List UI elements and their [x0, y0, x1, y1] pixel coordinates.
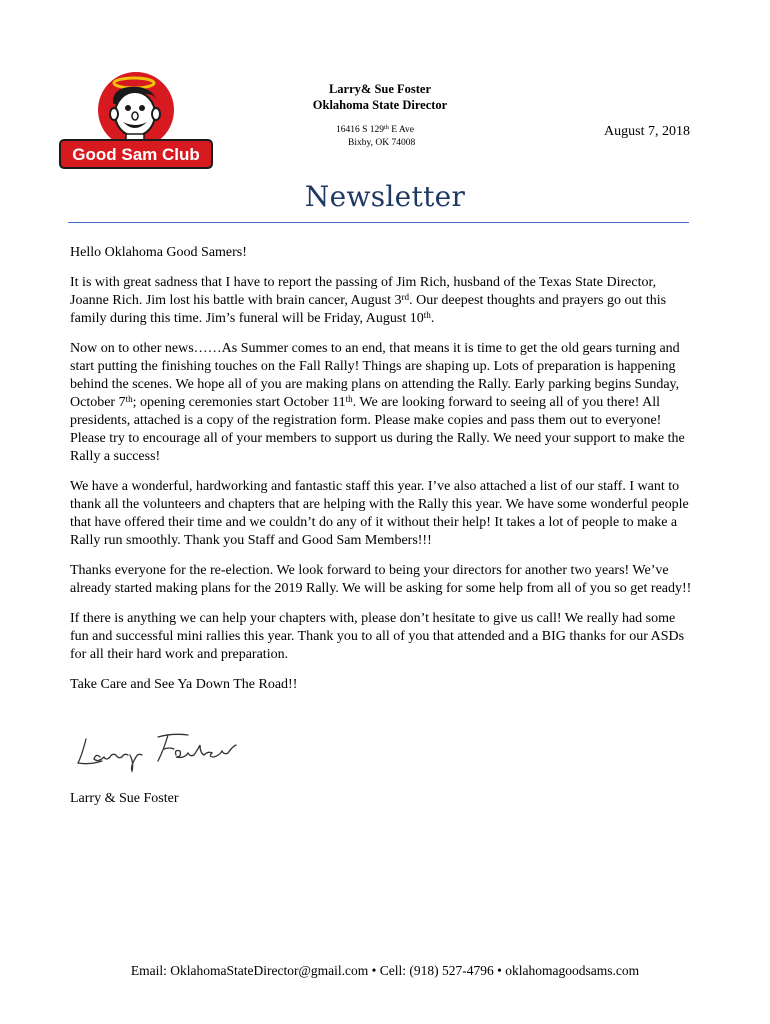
- address-city: Bixby, OK 74008: [348, 138, 416, 148]
- paragraph-rally-news: Now on to other news……As Summer comes to an end, that means it is time to get the old gears turning and start putting the finishing touches on the Fall Rally! Things are shaping up. Lots of preparation is happening behind the scenes. We hope all of you are making plans on attending the Rally. Early parking begins Sunday, October 7th; opening ceremonies start October 11th. We are looking forward to seeing all of you there! All presidents, attached is a copy of the registration form. Please make copies and pass them out to everyone! Please try to encourage all of your members to support us during the Rally. We need your support to make the Rally a success!: [70, 341, 685, 464]
- paragraph-staff: We have a wonderful, hardworking and fantastic staff this year. I’ve also attached a list of our staff. I want to thank all the volunteers and chapters that are helping with the Rally this year. We have some wonderful people that have offered their time and we couldn’t do any of it without their help! It takes a lot of people to make a Rally run smoothly. Thank you Staff and Good Sam Members!!!: [70, 479, 689, 548]
- signer-name: Larry & Sue Foster: [70, 791, 179, 806]
- letter-body: [70, 244, 692, 706]
- address-street: 16416 S 129th E Ave: [336, 125, 414, 135]
- paragraph-chapters: If there is anything we can help your chapters with, please don’t hesitate to give us call! We really had some fun and successful mini rallies this year. Thank you to all of you that attended and a BIG thanks for our ASDs for all their hard work and preparation.: [70, 611, 685, 662]
- director-title: Oklahoma State Director: [312, 98, 448, 112]
- closing-line: Take Care and See Ya Down The Road!!: [70, 677, 298, 692]
- heading-divider: [68, 222, 689, 223]
- greeting: Hello Oklahoma Good Samers!: [70, 245, 247, 260]
- paragraph-re-election: Thanks everyone for the re-election. We look forward to being your directors for another two years! We’ve already started making plans for the 2019 Rally. We will be asking for some help from all of you so get ready!!: [70, 563, 692, 596]
- footer-contact: Email: OklahomaStateDirector@gmail.com • Cell: (918) 527-4796 • oklahomagoodsams.com: [130, 963, 640, 978]
- letter-date: August 7, 2018: [604, 124, 690, 139]
- good-sam-club-logo: [58, 70, 214, 170]
- director-name: Larry& Sue Foster: [328, 82, 432, 96]
- good-sam-logo-graphic: [58, 70, 214, 170]
- signature-graphic: [72, 727, 242, 775]
- handwritten-signature: [72, 727, 242, 775]
- newsletter-heading: Newsletter: [304, 180, 466, 213]
- logo-text: Good Sam Club: [72, 145, 200, 164]
- paragraph-condolence: It is with great sadness that I have to report the passing of Jim Rich, husband of the Texas State Director, Joanne Rich. Jim lost his battle with brain cancer, August 3rd. Our deepest thoughts and prayers go out this family during this time. Jim’s funeral will be Friday, August 10th.: [70, 275, 667, 326]
